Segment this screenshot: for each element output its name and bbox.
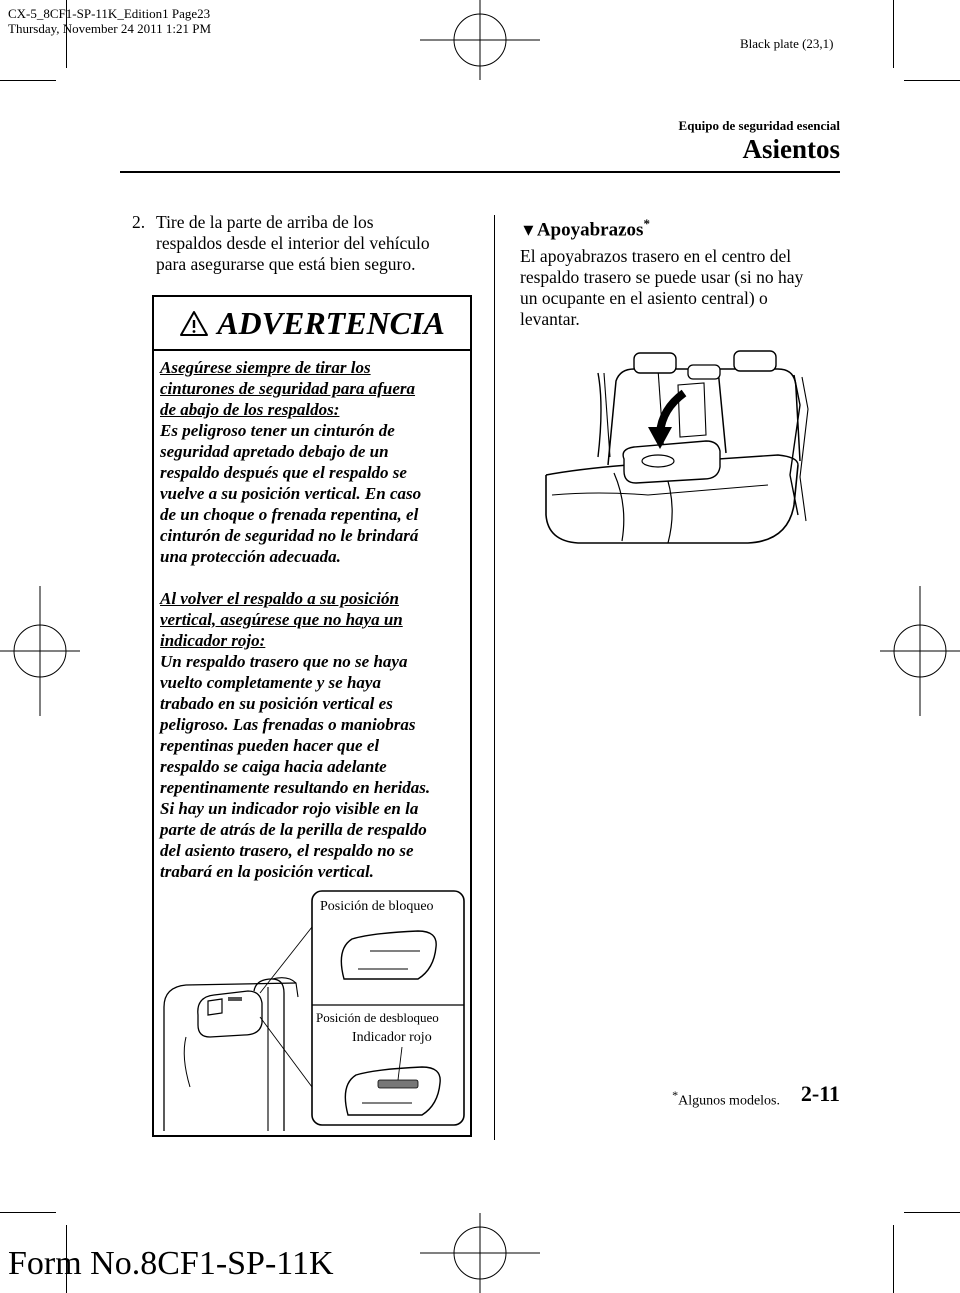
armrest-line: un ocupante en el asiento central) o [520,288,768,308]
warning-body-line: del asiento trasero, el respaldo no se [160,841,414,860]
warning-triangle-icon [179,310,209,337]
lock-position-label: Posición de bloqueo [320,899,434,914]
form-number: Form No.8CF1-SP-11K [8,1245,334,1282]
armrest-line: levantar. [520,309,580,329]
warning-body-line: parte de atrás de la perilla de respaldo [160,820,427,839]
warning-body-line: vuelto completamente y se haya [160,673,381,692]
warning-heading-line: Al volver el respaldo a su posición [160,589,399,608]
warning-body-line: seguridad apretado debajo de un [160,442,389,461]
warning-header [154,297,470,351]
warning-heading-line: vertical, asegúrese que no haya un [160,610,403,629]
page-number: 2-11 [800,1081,840,1106]
section-category: Equipo de seguridad esencial [678,118,840,133]
red-indicator-label: Indicador rojo [352,1030,432,1045]
registration-mark-top [420,0,540,80]
header-rule [120,171,840,173]
registration-mark-left [0,586,80,716]
warning-body-line: trabado en su posición vertical es [160,694,393,713]
file-info-line2: Thursday, November 24 2011 1:21 PM [8,21,212,36]
warning-body-line: Si hay un indicador rojo visible en la [160,799,419,818]
warning-body-line: de un choque o frenada repentina, el [160,505,419,524]
armrest-heading-text: Apoyabrazos [536,219,644,241]
warning-body-line: trabará en la posición vertical. [160,862,374,881]
step-line: para asegurarse que está bien seguro. [156,254,416,274]
warning-heading-line: indicador rojo: [160,631,266,650]
warning-heading-line: de abajo de los respaldos: [160,400,340,419]
step-number: 2. [132,212,146,232]
warning-body-line: Un respaldo trasero que no se haya [160,652,408,671]
warning-body-line: peligroso. Las frenadas o maniobras [160,715,416,734]
armrest-line: El apoyabrazos trasero en el centro del [520,246,792,266]
warning-title: ADVERTENCIA [217,304,445,341]
warning-heading-line: cinturones de seguridad para afuera [160,379,416,398]
section-title: Asientos [742,134,840,164]
step-2 [132,212,482,275]
armrest-paragraph [520,246,840,330]
triangle-marker-icon: ▼ [520,220,537,240]
unlock-position-label: Posición de desbloqueo [316,1010,439,1025]
warning-box [152,295,472,1137]
warning-body-line: una protección adecuada. [160,547,341,566]
warning-body-line: respaldo después que el respaldo se [160,463,407,482]
armrest-heading [520,216,650,241]
file-info-line1: CX-5_8CF1-SP-11K_Edition1 Page23 [8,6,211,21]
warning-body-line: repentinamente resultando en heridas. [160,778,431,797]
registration-mark-right [880,586,960,716]
file-info [8,6,211,36]
footnote-text: Algunos modelos. [678,1093,780,1109]
registration-mark-bottom [420,1213,540,1293]
step-line: Tire de la parte de arriba de los [156,212,374,232]
footnote [672,1088,780,1110]
plate-info: Black plate (23,1) [740,36,834,51]
warning-body-line: cinturón de seguridad no le brindará [160,526,419,545]
asterisk-icon: * [643,216,650,231]
warning-heading-line: Asegúrese siempre de tirar los [160,358,371,377]
seatback-lever-illustration [156,887,470,1131]
warning-body-line: respaldo se caiga hacia adelante [160,757,387,776]
armrest-line: respaldo trasero se puede usar (si no hay [520,267,804,287]
warning-content [160,357,470,882]
warning-body-line: vuelve a su posición vertical. En caso [160,484,422,503]
asterisk-icon: * [672,1088,679,1102]
step-line: respaldos desde el interior del vehículo [156,233,430,253]
warning-body-line: Es peligroso tener un cinturón de [160,421,395,440]
rear-armrest-illustration [538,345,828,555]
column-divider [494,215,495,1140]
warning-body-line: repentinas pueden hacer que el [160,736,380,755]
